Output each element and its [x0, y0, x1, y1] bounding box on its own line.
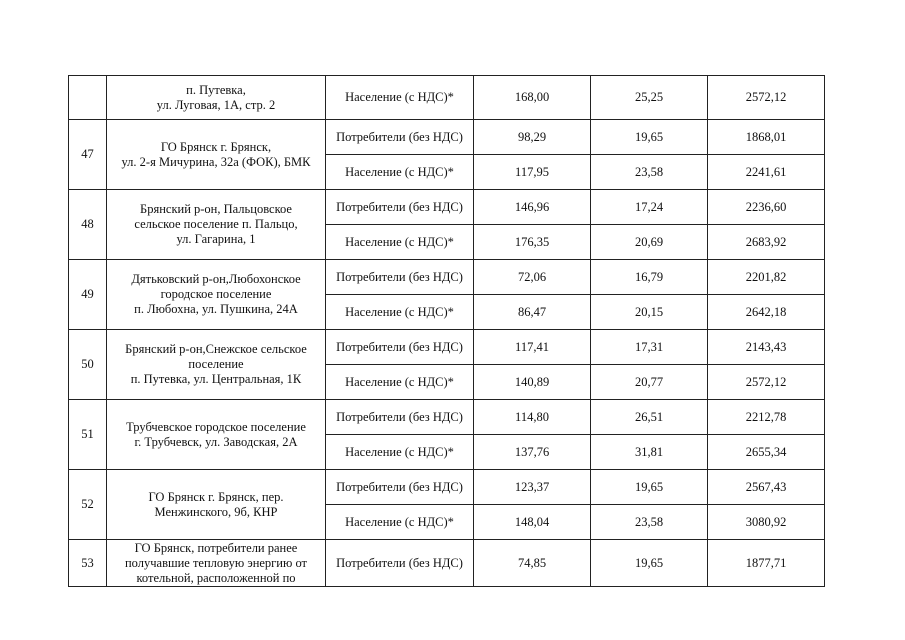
- consumer-category-cell: Потребители (без НДС): [326, 330, 474, 365]
- value-cell-3: 2143,43: [708, 330, 825, 365]
- value-cell-2: 20,69: [591, 225, 708, 260]
- value-cell-1: 72,06: [474, 260, 591, 295]
- value-cell-3: 2567,43: [708, 470, 825, 505]
- consumer-category-cell: Потребители (без НДС): [326, 190, 474, 225]
- consumer-category-cell: Потребители (без НДС): [326, 540, 474, 587]
- row-number-cell: 47: [69, 120, 107, 190]
- consumer-category-cell: Население (с НДС)*: [326, 435, 474, 470]
- address-cell: ГО Брянск г. Брянск, пер. Менжинского, 9б, КНР: [107, 470, 326, 540]
- row-number-cell: 49: [69, 260, 107, 330]
- value-cell-3: 2572,12: [708, 365, 825, 400]
- row-number-cell: 51: [69, 400, 107, 470]
- value-cell-1: 137,76: [474, 435, 591, 470]
- row-number-cell: 53: [69, 540, 107, 587]
- value-cell-1: 123,37: [474, 470, 591, 505]
- row-number-cell: [69, 76, 107, 120]
- value-cell-2: 16,79: [591, 260, 708, 295]
- value-cell-2: 19,65: [591, 540, 708, 587]
- tariff-table: [68, 75, 825, 587]
- value-cell-3: 2572,12: [708, 76, 825, 120]
- value-cell-2: 19,65: [591, 470, 708, 505]
- value-cell-2: 17,31: [591, 330, 708, 365]
- value-cell-3: 2642,18: [708, 295, 825, 330]
- consumer-category-cell: Население (с НДС)*: [326, 225, 474, 260]
- consumer-category-cell: Население (с НДС)*: [326, 76, 474, 120]
- value-cell-3: 1877,71: [708, 540, 825, 587]
- row-number-cell: 50: [69, 330, 107, 400]
- value-cell-2: 31,81: [591, 435, 708, 470]
- value-cell-3: 1868,01: [708, 120, 825, 155]
- table-row: [69, 400, 825, 435]
- value-cell-2: 19,65: [591, 120, 708, 155]
- value-cell-1: 114,80: [474, 400, 591, 435]
- value-cell-2: 23,58: [591, 155, 708, 190]
- value-cell-3: 2655,34: [708, 435, 825, 470]
- value-cell-2: 20,15: [591, 295, 708, 330]
- address-cell: ГО Брянск, потребители ранее получавшие тепловую энергию от котельной, расположенной по: [107, 540, 326, 587]
- value-cell-3: 3080,92: [708, 505, 825, 540]
- address-cell: Брянский р-он,Снежское сельское поселение п. Путевка, ул. Центральная, 1К: [107, 330, 326, 400]
- table-row: [69, 540, 825, 587]
- value-cell-1: 148,04: [474, 505, 591, 540]
- value-cell-2: 20,77: [591, 365, 708, 400]
- value-cell-1: 117,95: [474, 155, 591, 190]
- consumer-category-cell: Население (с НДС)*: [326, 155, 474, 190]
- value-cell-3: 2241,61: [708, 155, 825, 190]
- table-row: [69, 190, 825, 225]
- value-cell-1: 168,00: [474, 76, 591, 120]
- value-cell-3: 2201,82: [708, 260, 825, 295]
- table-row: [69, 470, 825, 505]
- value-cell-1: 98,29: [474, 120, 591, 155]
- value-cell-1: 117,41: [474, 330, 591, 365]
- value-cell-1: 86,47: [474, 295, 591, 330]
- value-cell-1: 176,35: [474, 225, 591, 260]
- row-number-cell: 52: [69, 470, 107, 540]
- consumer-category-cell: Население (с НДС)*: [326, 505, 474, 540]
- value-cell-2: 26,51: [591, 400, 708, 435]
- value-cell-3: 2683,92: [708, 225, 825, 260]
- consumer-category-cell: Потребители (без НДС): [326, 120, 474, 155]
- address-cell: Дятьковский р-он,Любохонское городское поселение п. Любохна, ул. Пушкина, 24А: [107, 260, 326, 330]
- table-row: [69, 120, 825, 155]
- consumer-category-cell: Население (с НДС)*: [326, 295, 474, 330]
- address-cell: Брянский р-он, Пальцовское сельское поселение п. Пальцо, ул. Гагарина, 1: [107, 190, 326, 260]
- value-cell-1: 140,89: [474, 365, 591, 400]
- table-row: [69, 330, 825, 365]
- value-cell-2: 17,24: [591, 190, 708, 225]
- value-cell-2: 23,58: [591, 505, 708, 540]
- value-cell-3: 2212,78: [708, 400, 825, 435]
- table-row: [69, 76, 825, 120]
- value-cell-2: 25,25: [591, 76, 708, 120]
- consumer-category-cell: Население (с НДС)*: [326, 365, 474, 400]
- consumer-category-cell: Потребители (без НДС): [326, 470, 474, 505]
- value-cell-1: 74,85: [474, 540, 591, 587]
- address-cell: ГО Брянск г. Брянск, ул. 2-я Мичурина, 32а (ФОК), БМК: [107, 120, 326, 190]
- value-cell-1: 146,96: [474, 190, 591, 225]
- address-cell: Трубчевское городское поселение г. Трубчевск, ул. Заводская, 2А: [107, 400, 326, 470]
- value-cell-3: 2236,60: [708, 190, 825, 225]
- consumer-category-cell: Потребители (без НДС): [326, 400, 474, 435]
- address-cell: п. Путевка, ул. Луговая, 1А, стр. 2: [107, 76, 326, 120]
- table-row: [69, 260, 825, 295]
- consumer-category-cell: Потребители (без НДС): [326, 260, 474, 295]
- row-number-cell: 48: [69, 190, 107, 260]
